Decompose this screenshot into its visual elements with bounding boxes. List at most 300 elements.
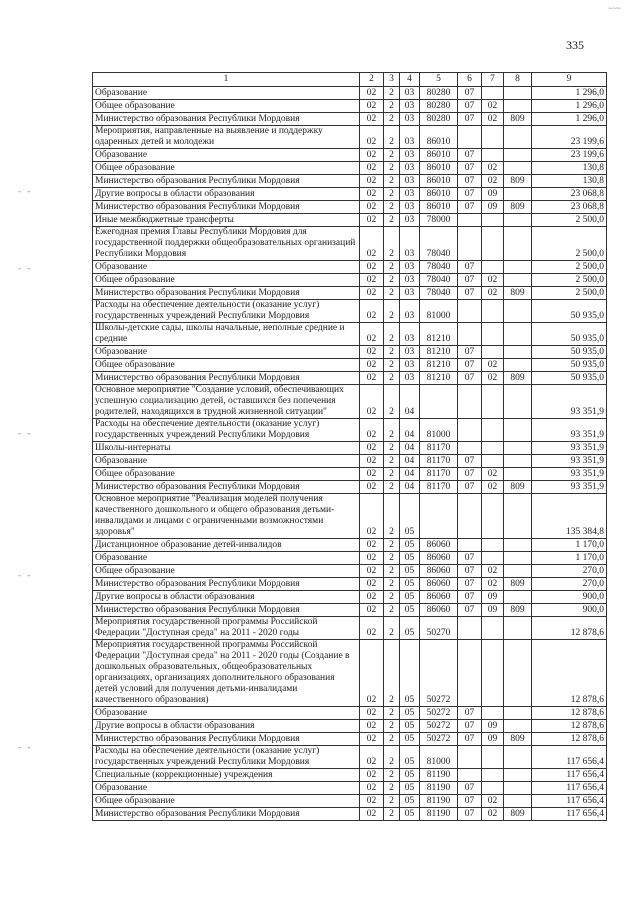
cell-ministry bbox=[504, 227, 532, 261]
cell-direction: 81190 bbox=[420, 769, 458, 782]
table-row bbox=[93, 113, 607, 126]
cell-section: 07 bbox=[458, 162, 482, 175]
cell-subsection: 09 bbox=[482, 733, 504, 746]
cell-ministry bbox=[504, 720, 532, 733]
cell-name: Общее образование bbox=[93, 162, 360, 175]
cell-direction: 50270 bbox=[420, 617, 458, 640]
cell-subprogram: 2 bbox=[384, 100, 400, 113]
cell-program: 02 bbox=[360, 87, 384, 100]
cell-amount: 23 068,8 bbox=[532, 188, 607, 201]
cell-subsection bbox=[482, 617, 504, 640]
cell-subprogram: 2 bbox=[384, 442, 400, 455]
cell-name: Министерство образования Республики Мордовия bbox=[93, 201, 360, 214]
cell-ministry bbox=[504, 126, 532, 149]
cell-activity: 03 bbox=[400, 300, 420, 323]
table-body bbox=[93, 87, 607, 821]
cell-name: Образование bbox=[93, 707, 360, 720]
cell-program: 02 bbox=[360, 617, 384, 640]
cell-section: 07 bbox=[458, 552, 482, 565]
cell-program: 02 bbox=[360, 782, 384, 795]
cell-section bbox=[458, 617, 482, 640]
cell-name: Общее образование bbox=[93, 795, 360, 808]
cell-name: Общее образование bbox=[93, 359, 360, 372]
cell-activity: 05 bbox=[400, 782, 420, 795]
cell-amount: 1 170,0 bbox=[532, 552, 607, 565]
cell-subprogram: 2 bbox=[384, 346, 400, 359]
cell-activity: 03 bbox=[400, 359, 420, 372]
cell-subprogram: 2 bbox=[384, 795, 400, 808]
cell-direction: 86060 bbox=[420, 591, 458, 604]
cell-name: Расходы на обеспечение деятельности (оказание услуг) государственных учреждений Республики Мордовия bbox=[93, 419, 360, 442]
cell-activity: 05 bbox=[400, 808, 420, 821]
cell-program: 02 bbox=[360, 795, 384, 808]
table-row bbox=[93, 274, 607, 287]
cell-name: Образование bbox=[93, 455, 360, 468]
cell-subprogram: 2 bbox=[384, 539, 400, 552]
cell-name: Министерство образования Республики Мордовия bbox=[93, 578, 360, 591]
table-row bbox=[93, 746, 607, 769]
cell-name: Министерство образования Республики Мордовия bbox=[93, 287, 360, 300]
cell-ministry bbox=[504, 100, 532, 113]
cell-amount: 93 351,9 bbox=[532, 442, 607, 455]
table-row bbox=[93, 578, 607, 591]
cell-activity: 05 bbox=[400, 733, 420, 746]
corner-mark: ~~~ bbox=[608, 4, 621, 13]
table-row bbox=[93, 769, 607, 782]
table-row bbox=[93, 591, 607, 604]
cell-amount: 93 351,9 bbox=[532, 481, 607, 494]
cell-activity: 03 bbox=[400, 287, 420, 300]
margin-mark: - - bbox=[18, 570, 33, 580]
cell-section: 07 bbox=[458, 707, 482, 720]
cell-name: Образование bbox=[93, 149, 360, 162]
cell-ministry bbox=[504, 385, 532, 419]
column-header: 2 bbox=[360, 73, 384, 87]
cell-subprogram: 2 bbox=[384, 720, 400, 733]
cell-direction: 81210 bbox=[420, 346, 458, 359]
cell-activity: 05 bbox=[400, 707, 420, 720]
cell-subsection bbox=[482, 442, 504, 455]
cell-name: Образование bbox=[93, 552, 360, 565]
cell-ministry bbox=[504, 455, 532, 468]
cell-program: 02 bbox=[360, 707, 384, 720]
cell-ministry bbox=[504, 565, 532, 578]
cell-program: 02 bbox=[360, 455, 384, 468]
cell-ministry bbox=[504, 746, 532, 769]
cell-subsection bbox=[482, 455, 504, 468]
table-row bbox=[93, 287, 607, 300]
cell-name: Школы-интернаты bbox=[93, 442, 360, 455]
cell-subsection bbox=[482, 419, 504, 442]
cell-direction: 86010 bbox=[420, 188, 458, 201]
cell-subprogram: 2 bbox=[384, 323, 400, 346]
cell-subsection bbox=[482, 769, 504, 782]
margin-mark: - - bbox=[18, 428, 33, 438]
cell-ministry: 809 bbox=[504, 578, 532, 591]
table-row bbox=[93, 100, 607, 113]
cell-amount: 93 351,9 bbox=[532, 468, 607, 481]
cell-program: 02 bbox=[360, 359, 384, 372]
cell-name: Школы-детские сады, школы начальные, неполные средние и средние bbox=[93, 323, 360, 346]
cell-amount: 1 296,0 bbox=[532, 87, 607, 100]
cell-direction: 86010 bbox=[420, 175, 458, 188]
cell-subsection: 02 bbox=[482, 175, 504, 188]
cell-ministry: 809 bbox=[504, 604, 532, 617]
cell-ministry bbox=[504, 87, 532, 100]
cell-direction: 78040 bbox=[420, 287, 458, 300]
cell-ministry bbox=[504, 591, 532, 604]
cell-section bbox=[458, 323, 482, 346]
cell-ministry bbox=[504, 274, 532, 287]
header-row bbox=[93, 73, 607, 87]
cell-activity: 05 bbox=[400, 640, 420, 707]
cell-activity: 04 bbox=[400, 455, 420, 468]
cell-activity: 05 bbox=[400, 578, 420, 591]
cell-direction: 80280 bbox=[420, 113, 458, 126]
cell-direction: 81000 bbox=[420, 300, 458, 323]
cell-activity: 03 bbox=[400, 175, 420, 188]
cell-amount: 1 296,0 bbox=[532, 100, 607, 113]
cell-section bbox=[458, 419, 482, 442]
cell-activity: 03 bbox=[400, 188, 420, 201]
cell-section: 07 bbox=[458, 455, 482, 468]
cell-name: Министерство образования Республики Мордовия bbox=[93, 175, 360, 188]
table-row bbox=[93, 300, 607, 323]
cell-subprogram: 2 bbox=[384, 468, 400, 481]
cell-direction: 81190 bbox=[420, 782, 458, 795]
cell-subsection bbox=[482, 539, 504, 552]
cell-ministry bbox=[504, 300, 532, 323]
table-row bbox=[93, 604, 607, 617]
cell-section: 07 bbox=[458, 175, 482, 188]
cell-amount: 12 878,6 bbox=[532, 640, 607, 707]
cell-section: 07 bbox=[458, 782, 482, 795]
column-header: 6 bbox=[458, 73, 482, 87]
cell-name: Другие вопросы в области образования bbox=[93, 591, 360, 604]
cell-subsection: 02 bbox=[482, 565, 504, 578]
cell-subsection bbox=[482, 300, 504, 323]
column-header: 4 bbox=[400, 73, 420, 87]
cell-subprogram: 2 bbox=[384, 162, 400, 175]
cell-subsection bbox=[482, 385, 504, 419]
cell-name: Другие вопросы в области образования bbox=[93, 188, 360, 201]
cell-activity: 03 bbox=[400, 227, 420, 261]
cell-program: 02 bbox=[360, 346, 384, 359]
cell-amount: 23 068,8 bbox=[532, 201, 607, 214]
cell-section: 07 bbox=[458, 591, 482, 604]
cell-subprogram: 2 bbox=[384, 175, 400, 188]
cell-amount: 2 500,0 bbox=[532, 287, 607, 300]
cell-section: 07 bbox=[458, 113, 482, 126]
cell-subsection: 02 bbox=[482, 274, 504, 287]
cell-subprogram: 2 bbox=[384, 300, 400, 323]
cell-amount: 130,8 bbox=[532, 162, 607, 175]
table-row bbox=[93, 372, 607, 385]
cell-section: 07 bbox=[458, 578, 482, 591]
cell-activity: 04 bbox=[400, 419, 420, 442]
cell-ministry bbox=[504, 494, 532, 539]
cell-section: 07 bbox=[458, 733, 482, 746]
cell-direction: 50272 bbox=[420, 640, 458, 707]
cell-amount: 50 935,0 bbox=[532, 372, 607, 385]
cell-program: 02 bbox=[360, 442, 384, 455]
cell-amount: 900,0 bbox=[532, 591, 607, 604]
cell-amount: 117 656,4 bbox=[532, 795, 607, 808]
cell-subprogram: 2 bbox=[384, 188, 400, 201]
cell-subsection: 09 bbox=[482, 591, 504, 604]
cell-subsection: 09 bbox=[482, 188, 504, 201]
column-header: 7 bbox=[482, 73, 504, 87]
table-row bbox=[93, 707, 607, 720]
cell-amount: 1 170,0 bbox=[532, 539, 607, 552]
cell-ministry bbox=[504, 149, 532, 162]
cell-activity: 05 bbox=[400, 720, 420, 733]
cell-ministry bbox=[504, 261, 532, 274]
table-row bbox=[93, 494, 607, 539]
cell-ministry bbox=[504, 214, 532, 227]
cell-section bbox=[458, 640, 482, 707]
cell-program: 02 bbox=[360, 201, 384, 214]
cell-subsection bbox=[482, 746, 504, 769]
table-row bbox=[93, 149, 607, 162]
cell-direction: 81210 bbox=[420, 323, 458, 346]
cell-subprogram: 2 bbox=[384, 126, 400, 149]
cell-subsection bbox=[482, 552, 504, 565]
cell-program: 02 bbox=[360, 214, 384, 227]
cell-section: 07 bbox=[458, 87, 482, 100]
cell-subsection: 02 bbox=[482, 372, 504, 385]
cell-direction: 81170 bbox=[420, 455, 458, 468]
cell-direction: 86010 bbox=[420, 126, 458, 149]
cell-activity: 03 bbox=[400, 113, 420, 126]
cell-subprogram: 2 bbox=[384, 733, 400, 746]
cell-subsection: 02 bbox=[482, 795, 504, 808]
cell-section: 07 bbox=[458, 359, 482, 372]
table-row bbox=[93, 565, 607, 578]
cell-name: Общее образование bbox=[93, 100, 360, 113]
cell-program: 02 bbox=[360, 323, 384, 346]
cell-activity: 03 bbox=[400, 323, 420, 346]
cell-section: 07 bbox=[458, 261, 482, 274]
cell-amount: 50 935,0 bbox=[532, 300, 607, 323]
cell-name: Образование bbox=[93, 782, 360, 795]
cell-activity: 03 bbox=[400, 100, 420, 113]
cell-section: 07 bbox=[458, 274, 482, 287]
cell-ministry: 809 bbox=[504, 201, 532, 214]
cell-activity: 05 bbox=[400, 746, 420, 769]
cell-subprogram: 2 bbox=[384, 552, 400, 565]
cell-program: 02 bbox=[360, 565, 384, 578]
cell-ministry bbox=[504, 552, 532, 565]
cell-subprogram: 2 bbox=[384, 261, 400, 274]
cell-ministry: 809 bbox=[504, 175, 532, 188]
cell-ministry: 809 bbox=[504, 372, 532, 385]
cell-program: 02 bbox=[360, 188, 384, 201]
cell-subsection bbox=[482, 707, 504, 720]
cell-section: 07 bbox=[458, 372, 482, 385]
cell-activity: 03 bbox=[400, 261, 420, 274]
cell-program: 02 bbox=[360, 300, 384, 323]
table-row bbox=[93, 323, 607, 346]
cell-direction: 78040 bbox=[420, 227, 458, 261]
cell-program: 02 bbox=[360, 227, 384, 261]
cell-direction: 86010 bbox=[420, 162, 458, 175]
cell-subprogram: 2 bbox=[384, 591, 400, 604]
cell-amount: 1 296,0 bbox=[532, 113, 607, 126]
cell-subsection bbox=[482, 87, 504, 100]
cell-name: Специальные (коррекционные) учреждения bbox=[93, 769, 360, 782]
cell-amount: 2 500,0 bbox=[532, 227, 607, 261]
cell-subprogram: 2 bbox=[384, 113, 400, 126]
cell-section bbox=[458, 769, 482, 782]
cell-section: 07 bbox=[458, 468, 482, 481]
table-row bbox=[93, 468, 607, 481]
cell-activity: 05 bbox=[400, 769, 420, 782]
cell-subprogram: 2 bbox=[384, 481, 400, 494]
cell-name: Министерство образования Республики Мордовия bbox=[93, 113, 360, 126]
cell-section: 07 bbox=[458, 346, 482, 359]
cell-subsection: 02 bbox=[482, 359, 504, 372]
cell-activity: 03 bbox=[400, 372, 420, 385]
cell-program: 02 bbox=[360, 494, 384, 539]
cell-activity: 03 bbox=[400, 162, 420, 175]
cell-ministry bbox=[504, 346, 532, 359]
cell-program: 02 bbox=[360, 274, 384, 287]
cell-subsection: 09 bbox=[482, 604, 504, 617]
cell-direction: 50272 bbox=[420, 707, 458, 720]
cell-program: 02 bbox=[360, 113, 384, 126]
cell-name: Расходы на обеспечение деятельности (оказание услуг) государственных учреждений Республики Мордовия bbox=[93, 300, 360, 323]
cell-name: Иные межбюджетные трансферты bbox=[93, 214, 360, 227]
cell-ministry bbox=[504, 359, 532, 372]
cell-direction: 81170 bbox=[420, 468, 458, 481]
cell-section bbox=[458, 385, 482, 419]
cell-amount: 23 199,6 bbox=[532, 149, 607, 162]
cell-name: Другие вопросы в области образования bbox=[93, 720, 360, 733]
cell-amount: 50 935,0 bbox=[532, 346, 607, 359]
cell-ministry bbox=[504, 707, 532, 720]
table-row bbox=[93, 552, 607, 565]
budget-table bbox=[92, 72, 607, 821]
cell-activity: 04 bbox=[400, 442, 420, 455]
column-header: 5 bbox=[420, 73, 458, 87]
cell-subsection bbox=[482, 126, 504, 149]
cell-program: 02 bbox=[360, 604, 384, 617]
cell-activity: 03 bbox=[400, 201, 420, 214]
cell-name: Министерство образования Республики Мордовия bbox=[93, 481, 360, 494]
cell-direction: 81210 bbox=[420, 359, 458, 372]
cell-section: 07 bbox=[458, 287, 482, 300]
cell-subprogram: 2 bbox=[384, 201, 400, 214]
table-row bbox=[93, 733, 607, 746]
cell-subprogram: 2 bbox=[384, 455, 400, 468]
cell-section: 07 bbox=[458, 565, 482, 578]
table-row bbox=[93, 346, 607, 359]
cell-direction: 86060 bbox=[420, 578, 458, 591]
cell-ministry: 809 bbox=[504, 733, 532, 746]
table-row bbox=[93, 385, 607, 419]
cell-name: Министерство образования Республики Мордовия bbox=[93, 604, 360, 617]
cell-activity: 03 bbox=[400, 126, 420, 149]
cell-amount: 93 351,9 bbox=[532, 455, 607, 468]
cell-amount: 93 351,9 bbox=[532, 419, 607, 442]
cell-section bbox=[458, 746, 482, 769]
cell-name: Ежегодная премия Главы Республики Мордовия для государственной поддержки общеобразовательных организаций Республики Мордовия bbox=[93, 227, 360, 261]
table-row bbox=[93, 359, 607, 372]
cell-amount: 2 500,0 bbox=[532, 214, 607, 227]
cell-subsection: 09 bbox=[482, 720, 504, 733]
cell-name: Министерство образования Республики Мордовия bbox=[93, 733, 360, 746]
cell-direction: 81210 bbox=[420, 372, 458, 385]
cell-program: 02 bbox=[360, 578, 384, 591]
cell-subsection: 02 bbox=[482, 113, 504, 126]
table-row bbox=[93, 640, 607, 707]
cell-direction: 78040 bbox=[420, 261, 458, 274]
cell-direction bbox=[420, 385, 458, 419]
cell-activity: 05 bbox=[400, 795, 420, 808]
table-row bbox=[93, 720, 607, 733]
table-row bbox=[93, 419, 607, 442]
cell-subsection: 02 bbox=[482, 578, 504, 591]
cell-program: 02 bbox=[360, 287, 384, 300]
cell-program: 02 bbox=[360, 100, 384, 113]
cell-section bbox=[458, 214, 482, 227]
cell-ministry bbox=[504, 162, 532, 175]
cell-direction: 81170 bbox=[420, 442, 458, 455]
cell-amount: 135 384,8 bbox=[532, 494, 607, 539]
cell-amount: 23 199,6 bbox=[532, 126, 607, 149]
cell-activity: 05 bbox=[400, 539, 420, 552]
cell-ministry: 809 bbox=[504, 481, 532, 494]
cell-subsection bbox=[482, 227, 504, 261]
cell-subsection: 02 bbox=[482, 100, 504, 113]
cell-subsection bbox=[482, 149, 504, 162]
cell-activity: 05 bbox=[400, 565, 420, 578]
cell-program: 02 bbox=[360, 468, 384, 481]
cell-amount: 117 656,4 bbox=[532, 769, 607, 782]
cell-program: 02 bbox=[360, 126, 384, 149]
cell-amount: 117 656,4 bbox=[532, 746, 607, 769]
cell-subsection: 02 bbox=[482, 468, 504, 481]
cell-direction: 81000 bbox=[420, 746, 458, 769]
cell-name: Общее образование bbox=[93, 468, 360, 481]
margin-mark: - - bbox=[18, 263, 33, 273]
cell-section: 07 bbox=[458, 604, 482, 617]
cell-program: 02 bbox=[360, 372, 384, 385]
column-header: 3 bbox=[384, 73, 400, 87]
cell-activity: 05 bbox=[400, 617, 420, 640]
cell-program: 02 bbox=[360, 808, 384, 821]
cell-direction: 81000 bbox=[420, 419, 458, 442]
cell-amount: 270,0 bbox=[532, 578, 607, 591]
cell-subprogram: 2 bbox=[384, 746, 400, 769]
table-row bbox=[93, 162, 607, 175]
cell-direction: 86010 bbox=[420, 201, 458, 214]
cell-subsection bbox=[482, 782, 504, 795]
cell-subprogram: 2 bbox=[384, 640, 400, 707]
cell-amount: 12 878,6 bbox=[532, 707, 607, 720]
margin-mark: - - bbox=[18, 186, 33, 196]
cell-direction: 86060 bbox=[420, 539, 458, 552]
table-row bbox=[93, 175, 607, 188]
column-header: 1 bbox=[93, 73, 360, 87]
cell-program: 02 bbox=[360, 591, 384, 604]
cell-direction: 80280 bbox=[420, 87, 458, 100]
table-row bbox=[93, 782, 607, 795]
cell-amount: 50 935,0 bbox=[532, 359, 607, 372]
cell-activity: 05 bbox=[400, 591, 420, 604]
cell-section: 07 bbox=[458, 481, 482, 494]
